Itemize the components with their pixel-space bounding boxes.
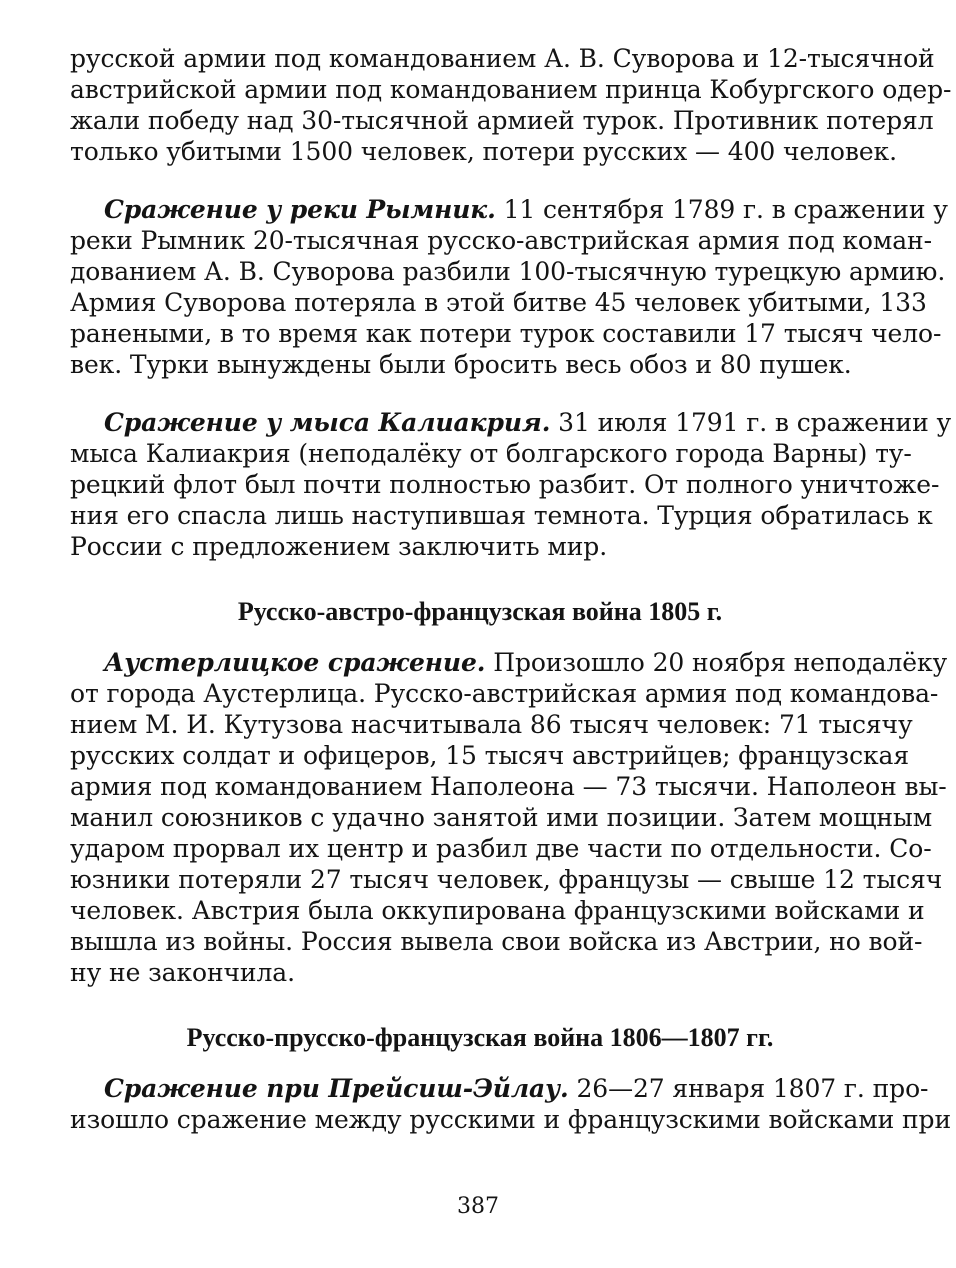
text-line: Армия Суворова потеряла в этой битве 45 человек убитыми, 133 <box>70 288 927 317</box>
text-line: век. Турки вынуждены были бросить весь обоз и 80 пушек. <box>70 350 852 379</box>
text-line: нием М. И. Кутузова насчитывала 86 тысяч человек: 71 тысячу <box>70 710 913 739</box>
paragraph-continuation <box>70 43 952 167</box>
text-line: дованием А. В. Суворова разбили 100-тысячную турецкую армию. <box>70 257 946 286</box>
text-line: ния его спасла лишь наступившая темнота. Турция обратилась к <box>70 501 933 530</box>
paragraph-lead: Сражение при Прейсиш-Эйлау. <box>104 1074 569 1103</box>
text-line <box>70 194 948 225</box>
paragraph-lead: Аустерлицкое сражение. <box>104 648 486 677</box>
text-line: мыса Калиакрия (неподалёку от болгарского города Варны) ту- <box>70 439 912 468</box>
page-number: 387 <box>457 1194 499 1219</box>
paragraph-lead: Сражение у реки Рымник. <box>104 195 496 224</box>
text-line: реки Рымник 20-тысячная русско-австрийская армия под коман- <box>70 226 932 255</box>
section-heading: Русско-австро-французская война 1805 г. <box>237 597 723 626</box>
text-span: Произошло 20 ноября неподалёку <box>485 648 948 677</box>
text-line: австрийской армии под командованием принца Кобургского одер- <box>70 75 952 104</box>
text-line <box>70 407 952 438</box>
text-line: армия под командованием Наполеона — 73 тысячи. Наполеон вы- <box>70 772 947 801</box>
text-span: 31 июля 1791 г. в сражении у <box>550 408 952 437</box>
paragraph-eylau <box>70 1073 952 1135</box>
text-line: русских солдат и офицеров, 15 тысяч австрийцев; французская <box>70 741 909 770</box>
text-line: ударом прорвал их центр и разбил две части по отдельности. Со- <box>70 834 932 863</box>
text-line: жали победу над 30-тысячной армией турок. Противник потерял <box>70 106 934 135</box>
paragraph-austerlitz <box>70 647 948 988</box>
text-line: манил союзников с удачно занятой ими позиции. Затем мощным <box>70 803 933 832</box>
text-line <box>70 647 948 678</box>
text-line: ну не закончила. <box>70 958 295 987</box>
text-line: человек. Австрия была оккупирована французскими войсками и <box>70 896 925 925</box>
text-line: вышла из войны. Россия вывела свои войска из Австрии, но вой- <box>70 927 923 956</box>
text-line: только убитыми 1500 человек, потери русских — 400 человек. <box>70 137 897 166</box>
text-line: юзники потеряли 27 тысяч человек, французы — свыше 12 тысяч <box>70 865 943 894</box>
text-line: русской армии под командованием А. В. Суворова и 12-тысячной <box>70 44 935 73</box>
text-span: 11 сентября 1789 г. в сражении у <box>495 195 948 224</box>
paragraph-lead: Сражение у мыса Калиакрия. <box>104 408 551 437</box>
paragraph-rymnik <box>70 194 948 380</box>
text-line: рецкий флот был почти полностью разбит. От полного уничтоже- <box>70 470 940 499</box>
section-heading: Русско-прусско-французская война 1806—1807 гг. <box>186 1023 774 1052</box>
text-span: 26—27 января 1807 г. про- <box>568 1074 929 1103</box>
text-line: от города Аустерлица. Русско-австрийская армия под командова- <box>70 679 939 708</box>
page-body <box>70 43 952 1135</box>
text-line: ранеными, в то время как потери турок составили 17 тысяч чело- <box>70 319 942 348</box>
text-line: изошло сражение между русскими и французскими войсками при <box>70 1105 952 1134</box>
text-line <box>70 1073 929 1104</box>
text-line: России с предложением заключить мир. <box>70 532 608 561</box>
paragraph-kaliakra <box>70 407 952 562</box>
